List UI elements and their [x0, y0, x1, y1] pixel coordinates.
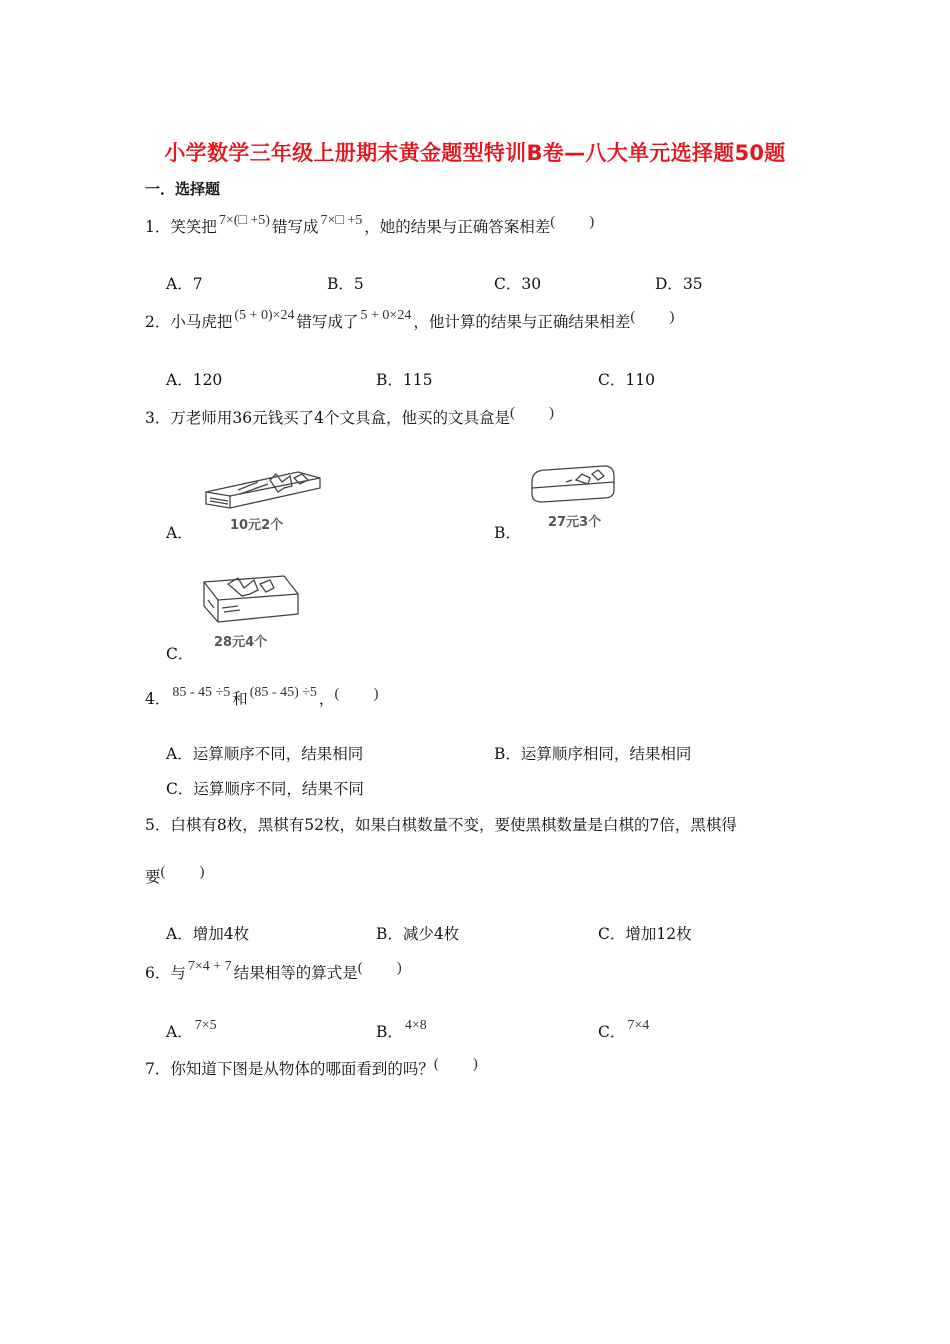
- option-c[interactable]: C．110: [598, 371, 655, 389]
- option-a[interactable]: A．7: [166, 275, 203, 293]
- question-text: 结果相等的算式是: [233, 964, 358, 982]
- answer-blank[interactable]: ( ): [550, 214, 595, 230]
- question-number: 4．: [145, 690, 171, 708]
- option-d[interactable]: D．35: [655, 275, 703, 293]
- option-a[interactable]: A．运算顺序不同，结果相同: [166, 745, 364, 763]
- question-7: [145, 1058, 478, 1081]
- question-number: 3．: [145, 409, 171, 427]
- option-c[interactable]: C．增加12枚: [598, 925, 692, 943]
- price-caption: 10元2个: [230, 518, 284, 533]
- question-text: 白棋有8枚，黑棋有52枚，如果白棋数量不变，要使黑棋数量是白棋的7倍，黑棋得: [170, 816, 737, 834]
- question-number: 1．: [145, 218, 171, 236]
- question-6: [145, 959, 402, 986]
- option-c[interactable]: C． 7×4: [598, 1018, 650, 1041]
- question-text: ，: [318, 690, 335, 708]
- math-expression: 4×8: [404, 1018, 427, 1033]
- answer-blank[interactable]: ( ): [357, 960, 402, 976]
- option-b[interactable]: B．5: [327, 275, 364, 293]
- option-c[interactable]: C．30: [494, 275, 542, 293]
- math-expression: 85 - 45 ÷5: [172, 685, 231, 700]
- question-text: 与: [170, 964, 186, 982]
- option-a[interactable]: A．增加4枚: [166, 925, 250, 943]
- question-text: 错写成: [271, 218, 319, 236]
- question-5: [145, 814, 737, 836]
- question-number: 5．: [145, 816, 171, 834]
- math-expression: 7×4: [627, 1018, 650, 1033]
- question-text: 万老师用36元钱买了4个文具盒，他买的文具盒是: [170, 409, 510, 427]
- option-b[interactable]: B．115: [376, 371, 433, 389]
- question-number: 6．: [145, 964, 171, 982]
- question-number: 7．: [145, 1060, 171, 1078]
- pencil-box-image-b: [526, 460, 626, 530]
- math-expression: 5 + 0×24: [360, 308, 412, 323]
- option-b[interactable]: B．减少4枚: [376, 925, 460, 943]
- question-text: 要: [145, 868, 161, 886]
- option-a[interactable]: A．120: [166, 371, 223, 389]
- math-expression: (85 - 45) ÷5: [249, 685, 317, 700]
- question-text: 小马虎把: [170, 313, 233, 331]
- answer-blank[interactable]: ( ): [160, 864, 205, 880]
- question-text: 笑笑把: [170, 218, 217, 236]
- price-caption: 27元3个: [548, 515, 602, 530]
- question-5-line-2: [145, 866, 205, 889]
- answer-blank[interactable]: ( ): [334, 686, 379, 702]
- option-c[interactable]: C．: [166, 645, 194, 663]
- math-expression: 7×4 + 7: [187, 959, 232, 974]
- question-4: [145, 685, 379, 712]
- pencil-box-image-c: [198, 570, 308, 652]
- question-text: 和: [232, 690, 248, 708]
- option-a[interactable]: A． 7×5: [166, 1018, 217, 1041]
- option-a[interactable]: A．: [166, 524, 193, 542]
- option-b[interactable]: B．运算顺序相同，结果相同: [494, 745, 692, 763]
- math-expression: 7×5: [194, 1018, 217, 1033]
- question-2: [145, 308, 675, 335]
- question-text: 错写成了: [296, 313, 359, 331]
- answer-blank[interactable]: ( ): [433, 1056, 478, 1072]
- question-text: 你知道下图是从物体的哪面看到的吗？: [170, 1060, 434, 1078]
- page-title: 小学数学三年级上册期末黄金题型特训B卷—八大单元选择题50题: [164, 141, 786, 165]
- math-expression: 7×(□ +5): [218, 213, 270, 228]
- price-caption: 28元4个: [214, 635, 268, 650]
- section-heading: 一．选择题: [145, 180, 221, 198]
- answer-blank[interactable]: ( ): [509, 405, 554, 421]
- question-1: [145, 213, 595, 240]
- option-b[interactable]: B．: [494, 524, 521, 542]
- question-text: ，他计算的结果与正确结果相差: [413, 313, 631, 331]
- option-c[interactable]: C．运算顺序不同，结果不同: [166, 780, 364, 798]
- question-text: ，她的结果与正确答案相差: [364, 218, 551, 236]
- pencil-box-image-a: [198, 464, 328, 536]
- option-b[interactable]: B． 4×8: [376, 1018, 427, 1041]
- math-expression: 7×□ +5: [320, 213, 363, 228]
- question-3: [145, 407, 554, 430]
- math-expression: (5 + 0)×24: [234, 308, 295, 323]
- answer-blank[interactable]: ( ): [630, 309, 675, 325]
- question-number: 2．: [145, 313, 171, 331]
